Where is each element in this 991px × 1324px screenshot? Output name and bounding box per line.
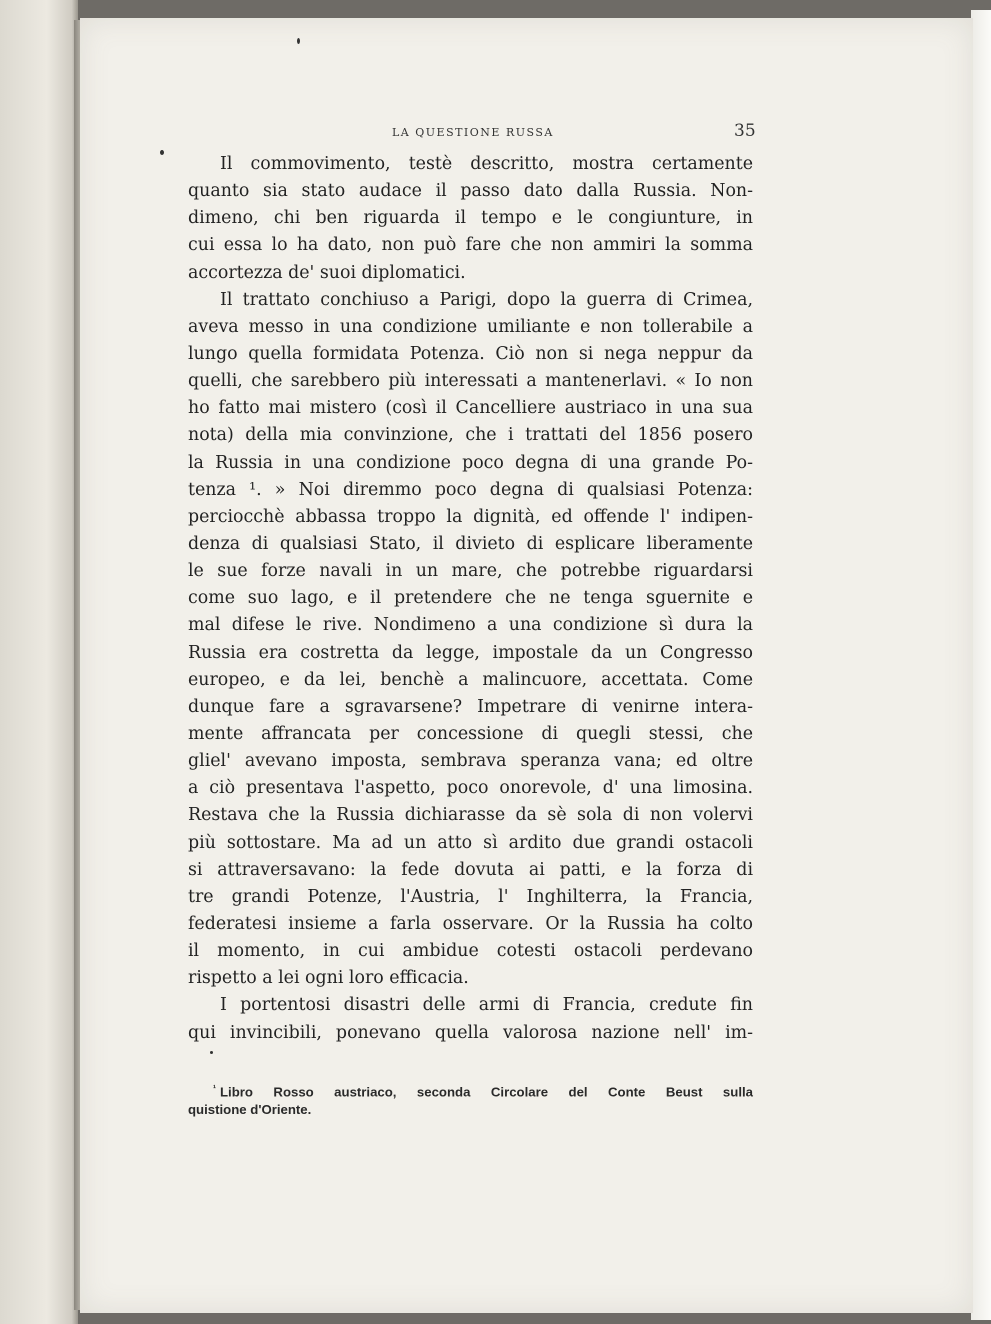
text-line: federatesi insieme a farla osservare. Or la Russia ha colto: [188, 913, 753, 934]
text-line: le sue forze navali in un mare, che potrebbe riguardarsi: [188, 561, 753, 582]
text-line: I portentosi disastri delle armi di Francia, credute fin: [220, 995, 753, 1016]
running-head: LA QUESTIONE RUSSA: [392, 126, 554, 139]
text-line: qui invincibili, ponevano quella valorosa nazione nell' im-: [188, 1022, 753, 1043]
footnote-mark: ¹: [213, 1083, 216, 1093]
text-line: gliel' avevano imposta, sembrava speranza vana; ed oltre: [188, 751, 753, 772]
footnote-text: Libro Rosso austriaco, seconda Circolare del Conte Beust sulla: [220, 1084, 753, 1100]
page-number: 35: [734, 121, 756, 141]
footnote: [188, 1077, 753, 1121]
text-line: tre grandi Potenze, l'Austria, l' Inghilterra, la Francia,: [188, 886, 753, 907]
text-line: quelli, che sarebbero più interessati a mantenerlavi. « Io non: [188, 371, 753, 392]
text-line: Russia era costretta da legge, impostale da un Congresso: [188, 642, 753, 663]
text-line: mente affrancata per concessione di quegli stessi, che: [188, 723, 753, 744]
text-line: accortezza de' suoi diplomatici.: [188, 262, 466, 283]
text-line: europeo, e da lei, benchè a malincuore, accettata. Come: [188, 669, 753, 690]
body-text: [188, 151, 753, 1047]
footnote-line: quistione d'Oriente.: [188, 1102, 312, 1117]
text-line: perciocchè abbassa troppo la dignità, ed offende l' indipen-: [188, 506, 753, 527]
text-line: quanto sia stato audace il passo dato dalla Russia. Non-: [188, 181, 753, 202]
right-page-edge: [971, 10, 991, 1320]
text-line: aveva messo in una condizione umiliante e non tollerabile a: [188, 316, 753, 337]
text-line: denza di qualsiasi Stato, il divieto di esplicare liberamente: [188, 533, 753, 554]
text-line: Il trattato conchiuso a Parigi, dopo la guerra di Crimea,: [220, 289, 753, 310]
text-line: dimeno, chi ben riguarda il tempo e le congiunture, in: [188, 208, 753, 229]
text-line: mal difese le rive. Nondimeno a una condizione sì dura la: [188, 615, 753, 636]
text-line: si attraversavano: la fede dovuta ai patti, e la forza di: [188, 859, 753, 880]
text-line: come suo lago, e il pretendere che ne tenga sguernite e: [188, 588, 753, 609]
text-line: la Russia in una condizione poco degna di una grande Po-: [188, 452, 753, 473]
footnote-line: [188, 1077, 753, 1099]
text-line: Restava che la Russia dichiarasse da sè sola di non volervi: [188, 805, 753, 826]
text-line: dunque fare a sgravarsene? Impetrare di venirne intera-: [188, 696, 753, 717]
text-line: nota) della mia convinzione, che i trattati del 1856 posero: [188, 425, 753, 446]
text-line: cui essa lo ha dato, non può fare che non ammiri la somma: [188, 235, 753, 256]
text-line: lungo quella formidata Potenza. Ciò non si nega neppur da: [188, 343, 753, 364]
text-line: tenza ¹. » Noi diremmo poco degna di qualsiasi Potenza:: [188, 479, 753, 500]
text-line: più sottostare. Ma ad un atto sì ardito due grandi ostacoli: [188, 832, 753, 853]
text-line: a ciò presentava l'aspetto, poco onorevole, d' una limosina.: [188, 778, 753, 799]
text-line: Il commovimento, testè descritto, mostra certamente: [220, 154, 753, 174]
text-line: il momento, in cui ambidue cotesti ostacoli perdevano: [188, 941, 753, 962]
text-line: rispetto a lei ogni loro efficacia.: [188, 968, 469, 989]
text-line: ho fatto mai mistero (così il Cancelliere austriaco in una sua: [188, 398, 753, 419]
left-page-edge: [0, 0, 78, 1324]
